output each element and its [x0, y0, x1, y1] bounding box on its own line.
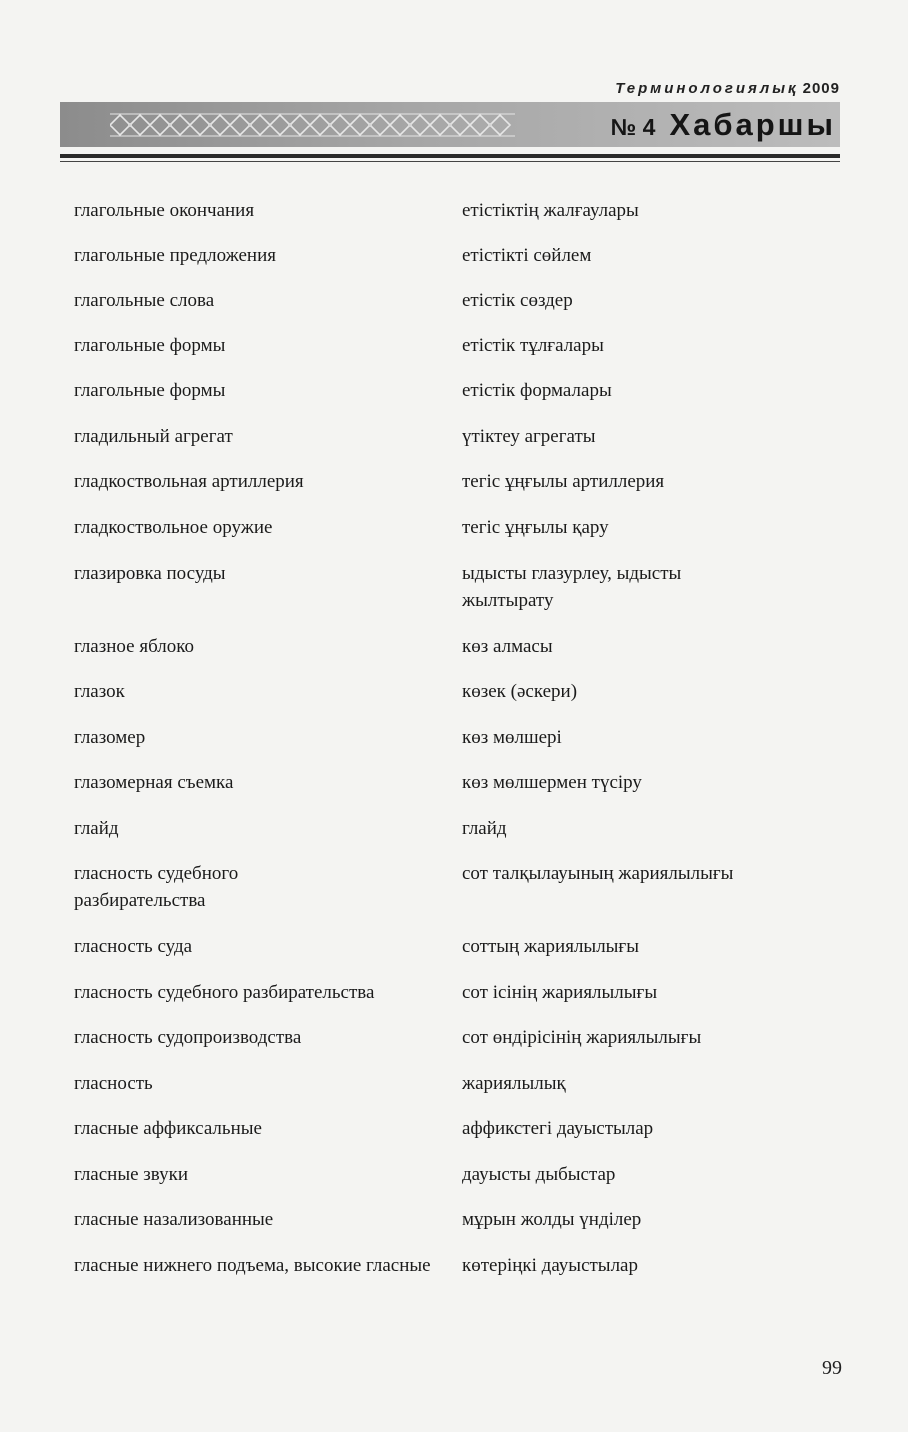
russian-term: глагольные предложения	[74, 245, 276, 266]
kazakh-term: ыдысты глазурлеу, ыдысты жылтырату	[462, 563, 682, 611]
kazakh-term: көзек (әскери)	[462, 681, 578, 702]
russian-term: гласные аффиксальные	[74, 1118, 262, 1139]
kazakh-term: жариялылық	[462, 1073, 566, 1094]
issue-number: № 4	[610, 114, 656, 140]
kazakh-term: көз алмасы	[462, 636, 553, 657]
russian-term: гласные звуки	[74, 1164, 189, 1185]
russian-term: гласность судопроизводства	[74, 1027, 302, 1048]
kazakh-term: етістік формалары	[462, 380, 612, 401]
kazakh-term: етістіктің жалғаулары	[462, 200, 639, 221]
russian-term: гласность суда	[74, 936, 193, 957]
journal-title: Хабаршы	[669, 107, 836, 142]
russian-term: гласность судебного разбирательства	[74, 863, 239, 911]
russian-term: гласные нижнего подъема, высокие гласные	[74, 1255, 431, 1276]
russian-term: гладильный агрегат	[74, 426, 233, 447]
kazakh-term: көз мөлшермен түсіру	[462, 772, 642, 793]
kazakh-term: глайд	[462, 818, 507, 839]
journal-year: 2009	[802, 80, 840, 97]
russian-term: глазок	[74, 681, 125, 702]
kazakh-term: сот өндірісінің жариялылығы	[462, 1027, 702, 1048]
russian-term: гласные назализованные	[74, 1209, 274, 1230]
kazakh-term: етістікті сөйлем	[462, 245, 592, 266]
kazakh-term: аффикстегі дауыстылар	[462, 1118, 654, 1139]
kazakh-term: тегіс ұңғылы қару	[462, 517, 609, 538]
russian-term: глазировка посуды	[74, 563, 226, 584]
kazakh-term: соттың жариялылығы	[462, 936, 639, 957]
kazakh-term: етістік тұлғалары	[462, 335, 604, 356]
kazakh-term: көтеріңкі дауыстылар	[462, 1255, 638, 1276]
russian-term: гладкоствольная артиллерия	[74, 471, 304, 492]
russian-term: гласность судебного разбирательства	[74, 982, 375, 1003]
russian-term: глагольные формы	[74, 380, 226, 401]
kazakh-term: сот талқылауының жариялылығы	[462, 863, 734, 884]
russian-term: гласность	[74, 1073, 153, 1094]
kazakh-term: сот ісінің жариялылығы	[462, 982, 658, 1003]
russian-term: глагольные формы	[74, 335, 226, 356]
russian-term: глагольные слова	[74, 290, 215, 311]
russian-term: глазное яблоко	[74, 636, 195, 657]
kazakh-term: дауысты дыбыстар	[462, 1164, 616, 1185]
page-number: 99	[822, 1357, 842, 1379]
kazakh-term: мұрын жолды үнділер	[462, 1209, 642, 1230]
kazakh-term: көз мөлшері	[462, 727, 562, 748]
journal-name: Терминологиялық	[615, 80, 799, 97]
kazakh-term: етістік сөздер	[462, 290, 573, 311]
russian-term: глазомер	[74, 727, 146, 748]
russian-term: глайд	[74, 818, 119, 839]
russian-term: глазомерная съемка	[74, 772, 234, 793]
russian-term: гладкоствольное оружие	[74, 517, 273, 538]
kazakh-term: үтіктеу агрегаты	[462, 426, 596, 447]
russian-term: глагольные окончания	[74, 200, 255, 221]
kazakh-term: тегіс ұңғылы артиллерия	[462, 471, 665, 492]
